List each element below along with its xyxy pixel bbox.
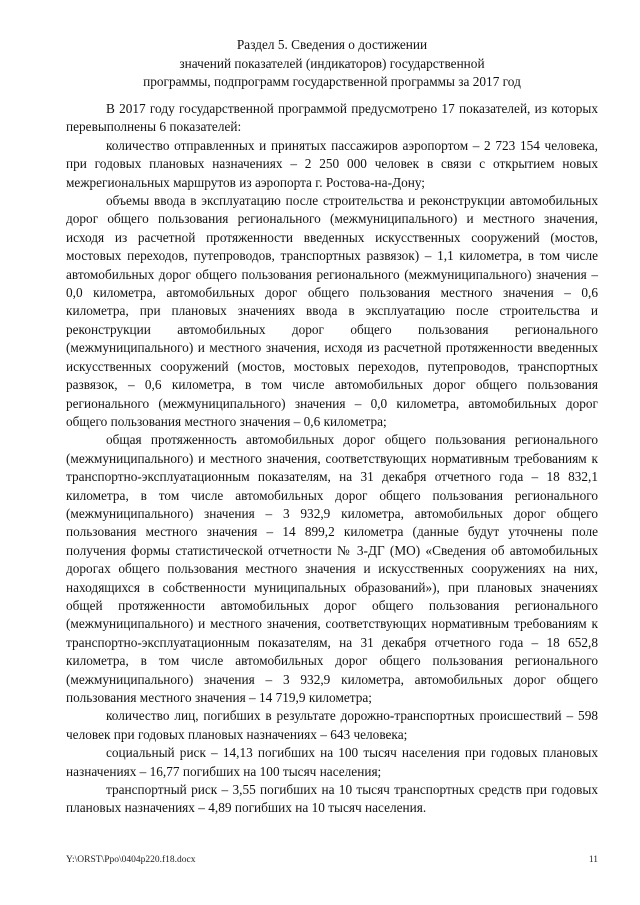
heading-line-2: значений показателей (индикаторов) государственной [179, 55, 485, 71]
footer-file-path: Y:\ORST\Ppo\0404p220.f18.docx [66, 855, 196, 865]
paragraph-fatalities: количество лиц, погибших в результате дорожно-транспортных происшествий – 598 человек при годовых плановых назначениях – 643 человека; [66, 708, 598, 742]
paragraph-transport-risk: транспортный риск – 3,55 погибших на 10 тысяч транспортных средств при годовых плановых назначениях – 4,89 погибших на 10 тысяч населения. [66, 782, 598, 816]
paragraph-road-commissioning: объемы ввода в эксплуатацию после строительства и реконструкции автомобильных дорог общего пользования регионального (межмуниципального) и местного значения, исходя из расчетной протяженности введенных искусственных сооружений (мостов, мостовых переходов, путепроводов, транспортных развязок) – 1,1 километра, в том числе автомобильных дорог общего пользования регионального (межмуниципального) значения – 0,0 километра, автомобильных дорог общего пользования местного значения – 0,6 километра, при плановых значениях ввода в эксплуатацию после строительства и реконструкции автомобильных дорог общего пользования регионального (межмуниципального) и местного значения, исходя из расчетной протяженности введенных искусственных сооружений (мостов, мостовых переходов, путепроводов, транспортных развязок, – 0,6 километра, в том числе автомобильных дорог общего пользования регионального (межмуниципального) значения – 0,0 километра, автомобильных дорог общего пользования местного значения – 0,6 километра; [66, 193, 598, 429]
heading-line-3: программы, подпрограмм государственной программы за 2017 год [143, 74, 521, 89]
section-heading [66, 36, 598, 92]
heading-line-1: Раздел 5. Сведения о достижении [236, 37, 428, 52]
paragraph-passengers: количество отправленных и принятых пассажиров аэропортом – 2 723 154 человека, при годовых плановых назначениях – 2 250 000 человек в связи с открытием новых межрегиональных маршрутов из аэропорта г. Ростова-на-Дону; [66, 137, 598, 190]
body-text [66, 100, 598, 818]
paragraph-social-risk: социальный риск – 14,13 погибших на 100 тысяч населения при годовых плановых назначениях – 16,77 погибших на 100 тысяч населения; [66, 745, 598, 779]
paragraph-road-length: общая протяженность автомобильных дорог общего пользования регионального (межмуниципального) и местного значения, соответствующих нормативным требованиям к транспортно-эксплуатационным показателям, на 31 декабря отчетного года – 18 832,1 километра, в том числе автомобильных дорог общего пользования регионального (межмуниципального) значения – 3 932,9 километра, автомобильных дорог общего пользования местного значения – 14 899,2 километра (данные будут уточнены поле получения формы статистической отчетности № 3-ДГ (МО) «Сведения об автомобильных дорогах общего пользования местного значения и искусственных сооружениях на них, находящихся в собственности муниципальных образований»), при плановых значениях общей протяженности автомобильных дорог общего пользования регионального (межмуниципального) и местного значения, соответствующих нормативным требованиям к транспортно-эксплуатационным показателям, на 31 декабря отчетного года – 18 652,8 километра, в том числе автомобильных дорог общего пользования регионального (межмуниципального) значения – 3 932,9 километра, автомобильных дорог общего пользования местного значения – 14 719,9 километра; [66, 432, 598, 705]
page-number: 11 [588, 855, 598, 865]
paragraph-intro: В 2017 году государственной программой предусмотрено 17 показателей, из которых перевыполнены 6 показателей: [66, 101, 598, 135]
